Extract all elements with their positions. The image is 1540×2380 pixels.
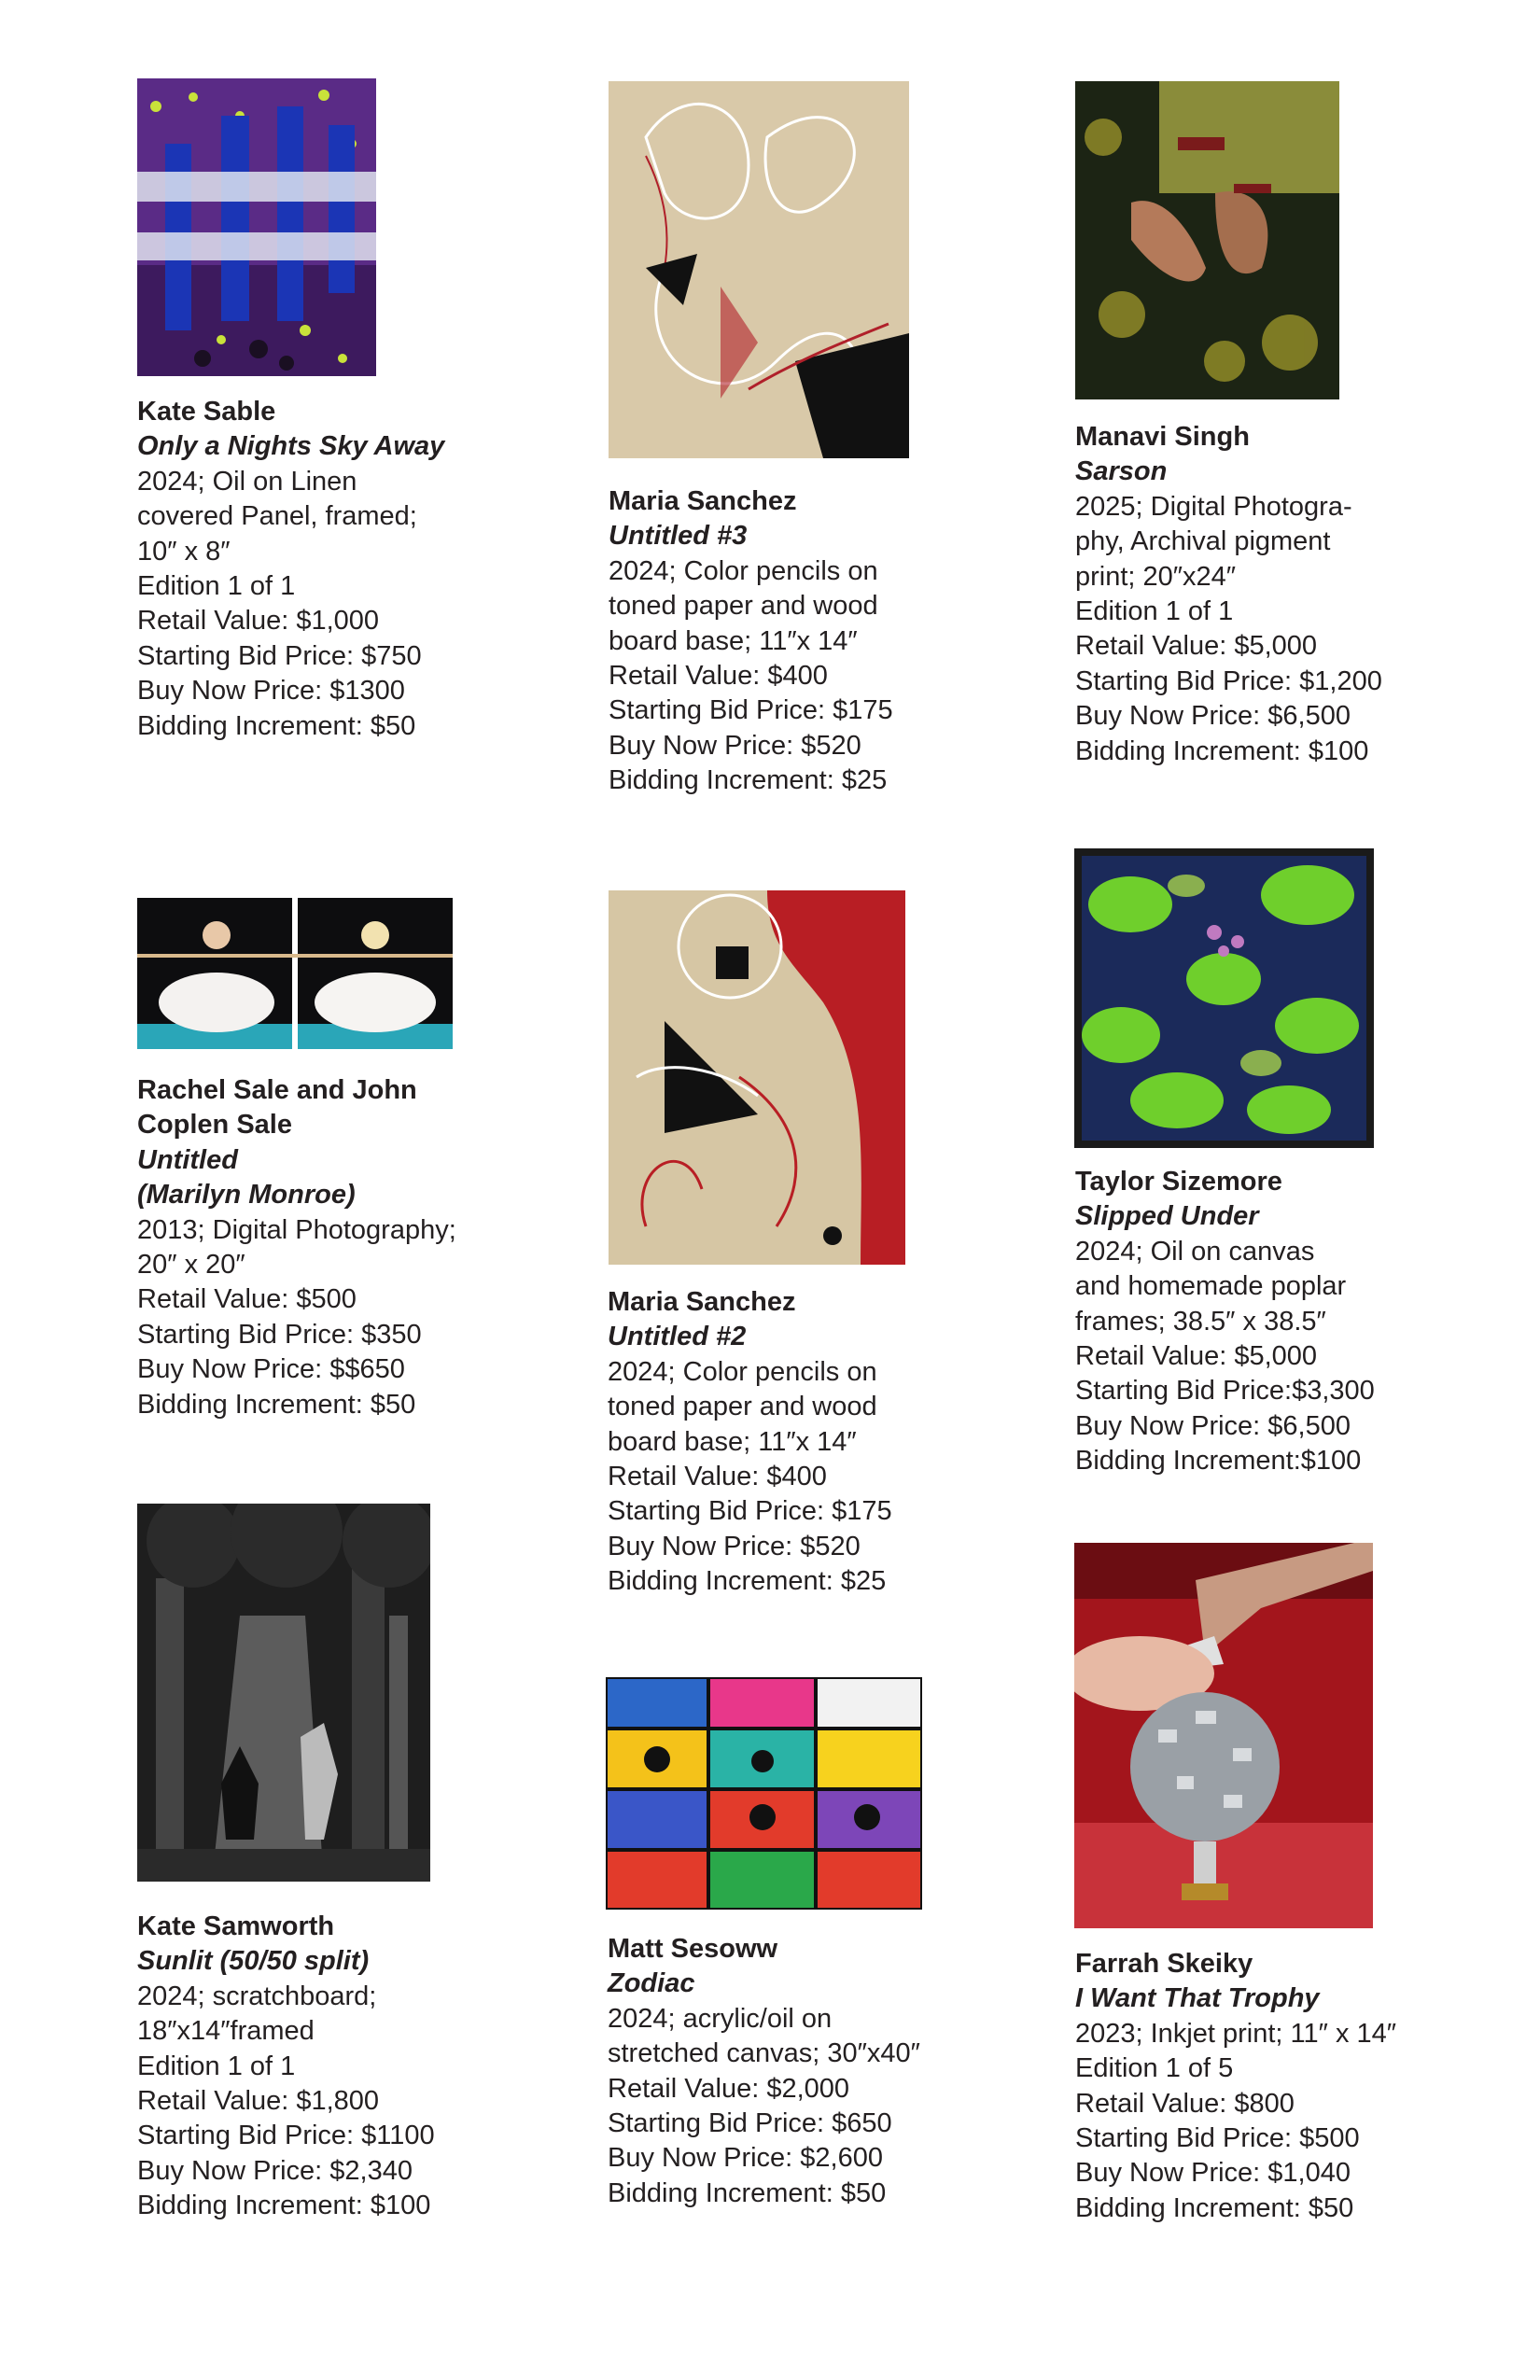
artwork-image-untitled-2 bbox=[609, 890, 905, 1265]
artist-name: Kate Samworth bbox=[137, 1911, 335, 1941]
dimensions-line: stretched canvas; 30″x40″ bbox=[608, 2038, 920, 2069]
artwork-entry bbox=[1075, 420, 1430, 769]
bidding-increment: Bidding Increment: $25 bbox=[609, 765, 888, 796]
retail-value: Retail Value: $1,000 bbox=[137, 606, 380, 637]
starting-bid-price: Starting Bid Price: $350 bbox=[137, 1319, 422, 1350]
artwork-image-zodiac bbox=[606, 1677, 922, 1910]
medium-line: and homemade poplar bbox=[1075, 1271, 1347, 1302]
artwork-title: Sunlit (50/50 split) bbox=[137, 1946, 370, 1977]
artwork-entry bbox=[608, 1932, 962, 2211]
artwork-title: Untitled #3 bbox=[609, 521, 748, 552]
buy-now-price: Buy Now Price: $6,500 bbox=[1075, 701, 1351, 732]
retail-value: Retail Value: $1,800 bbox=[137, 2086, 380, 2117]
artwork-entry bbox=[137, 1910, 492, 2224]
medium-line: 2013; Digital Photography; bbox=[137, 1214, 456, 1245]
artwork-entry bbox=[609, 484, 963, 799]
starting-bid-price: Starting Bid Price: $1,200 bbox=[1075, 665, 1382, 696]
retail-value: Retail Value: $500 bbox=[137, 1284, 357, 1315]
starting-bid-price: Starting Bid Price: $500 bbox=[1075, 2123, 1360, 2154]
dimensions-line: 10″ x 8″ bbox=[137, 536, 231, 567]
artwork-title: Sarson bbox=[1075, 456, 1168, 487]
starting-bid-price: Starting Bid Price:$3,300 bbox=[1075, 1376, 1375, 1407]
bidding-increment: Bidding Increment:$100 bbox=[1075, 1446, 1362, 1477]
bidding-increment: Bidding Increment: $100 bbox=[1075, 735, 1369, 766]
edition-line: Edition 1 of 1 bbox=[1075, 596, 1234, 627]
artwork-image-untitled-3 bbox=[609, 81, 909, 458]
retail-value: Retail Value: $5,000 bbox=[1075, 631, 1318, 662]
bidding-increment: Bidding Increment: $50 bbox=[608, 2177, 887, 2208]
artwork-entry bbox=[1075, 1165, 1430, 1479]
retail-value: Retail Value: $5,000 bbox=[1075, 1341, 1318, 1372]
dimensions-line: print; 20″x24″ bbox=[1075, 561, 1237, 592]
medium-line: 2024; Oil on canvas bbox=[1075, 1236, 1315, 1267]
retail-value: Retail Value: $400 bbox=[608, 1462, 827, 1492]
retail-value: Retail Value: $400 bbox=[609, 661, 828, 692]
bidding-increment: Bidding Increment: $25 bbox=[608, 1566, 887, 1597]
bidding-increment: Bidding Increment: $50 bbox=[137, 710, 416, 741]
edition-line: Edition 1 of 5 bbox=[1075, 2053, 1234, 2084]
dimensions-line: 18″x14″framed bbox=[137, 2016, 315, 2047]
starting-bid-price: Starting Bid Price: $750 bbox=[137, 640, 422, 671]
medium-line: 2024; Color pencils on bbox=[609, 555, 878, 586]
dimensions-line: board base; 11″x 14″ bbox=[608, 1426, 857, 1457]
medium-line: 2025; Digital Photogra- bbox=[1075, 491, 1352, 522]
edition-line: Edition 1 of 1 bbox=[137, 2051, 296, 2081]
artwork-image-only-a-nights-sky-away bbox=[137, 78, 376, 376]
artist-name: Maria Sanchez bbox=[608, 1287, 796, 1317]
artist-name: Farrah Skeiky bbox=[1075, 1949, 1253, 1979]
artist-name: Manavi Singh bbox=[1075, 422, 1250, 452]
buy-now-price: Buy Now Price: $1,040 bbox=[1075, 2158, 1351, 2189]
medium-line: covered Panel, framed; bbox=[137, 501, 417, 532]
artwork-title: Untitled #2 bbox=[608, 1322, 747, 1352]
artwork-title: I Want That Trophy bbox=[1075, 1983, 1320, 2014]
artwork-title: Slipped Under bbox=[1075, 1201, 1259, 1232]
artist-name: Matt Sesoww bbox=[608, 1934, 778, 1964]
artwork-title: Untitled bbox=[137, 1144, 238, 1175]
medium-line: 2024; Color pencils on bbox=[608, 1356, 877, 1387]
medium-line: toned paper and wood bbox=[609, 591, 878, 622]
artist-name: Rachel Sale and John Coplen Sale bbox=[137, 1075, 417, 1141]
starting-bid-price: Starting Bid Price: $175 bbox=[609, 695, 893, 726]
artwork-image-sarson bbox=[1075, 81, 1339, 399]
bidding-increment: Bidding Increment: $50 bbox=[1075, 2192, 1354, 2223]
artwork-entry bbox=[137, 395, 492, 744]
buy-now-price: Buy Now Price: $520 bbox=[608, 1531, 861, 1561]
dimensions-line: frames; 38.5″ x 38.5″ bbox=[1075, 1306, 1326, 1337]
bidding-increment: Bidding Increment: $50 bbox=[137, 1389, 416, 1420]
artwork-title: Zodiac bbox=[608, 1968, 695, 1999]
artwork-title: Only a Nights Sky Away bbox=[137, 431, 445, 462]
artist-name: Taylor Sizemore bbox=[1075, 1167, 1282, 1197]
dimensions-line: board base; 11″x 14″ bbox=[609, 625, 858, 656]
artist-name: Maria Sanchez bbox=[609, 486, 797, 516]
buy-now-price: Buy Now Price: $$650 bbox=[137, 1354, 405, 1385]
retail-value: Retail Value: $800 bbox=[1075, 2088, 1295, 2119]
buy-now-price: Buy Now Price: $2,600 bbox=[608, 2143, 883, 2174]
artwork-image-i-want-that-trophy bbox=[1074, 1543, 1373, 1928]
buy-now-price: Buy Now Price: $520 bbox=[609, 730, 861, 761]
medium-line: 2024; scratchboard; bbox=[137, 1981, 377, 2011]
dimensions-line: 20″ x 20″ bbox=[137, 1250, 245, 1281]
bidding-increment: Bidding Increment: $100 bbox=[137, 2191, 431, 2221]
medium-line: toned paper and wood bbox=[608, 1392, 877, 1422]
medium-line: 2024; acrylic/oil on bbox=[608, 2003, 833, 2034]
medium-line: 2024; Oil on Linen bbox=[137, 466, 357, 497]
artist-name: Kate Sable bbox=[137, 397, 276, 427]
artwork-image-slipped-under bbox=[1074, 848, 1374, 1148]
artwork-entry bbox=[1075, 1947, 1430, 2226]
artwork-title-line-2: (Marilyn Monroe) bbox=[137, 1180, 356, 1211]
buy-now-price: Buy Now Price: $2,340 bbox=[137, 2155, 413, 2186]
starting-bid-price: Starting Bid Price: $650 bbox=[608, 2108, 892, 2139]
buy-now-price: Buy Now Price: $6,500 bbox=[1075, 1410, 1351, 1441]
edition-line: Edition 1 of 1 bbox=[137, 571, 296, 602]
artwork-entry bbox=[137, 1073, 483, 1422]
starting-bid-price: Starting Bid Price: $175 bbox=[608, 1496, 892, 1527]
artwork-image-sunlit bbox=[137, 1504, 430, 1882]
artwork-image-untitled-marilyn-monroe bbox=[137, 898, 453, 1049]
medium-line: phy, Archival pigment bbox=[1075, 526, 1331, 557]
medium-line: 2023; Inkjet print; 11″ x 14″ bbox=[1075, 2018, 1397, 2049]
retail-value: Retail Value: $2,000 bbox=[608, 2073, 850, 2104]
artwork-entry bbox=[608, 1285, 962, 1600]
buy-now-price: Buy Now Price: $1300 bbox=[137, 676, 405, 707]
starting-bid-price: Starting Bid Price: $1100 bbox=[137, 2121, 435, 2151]
